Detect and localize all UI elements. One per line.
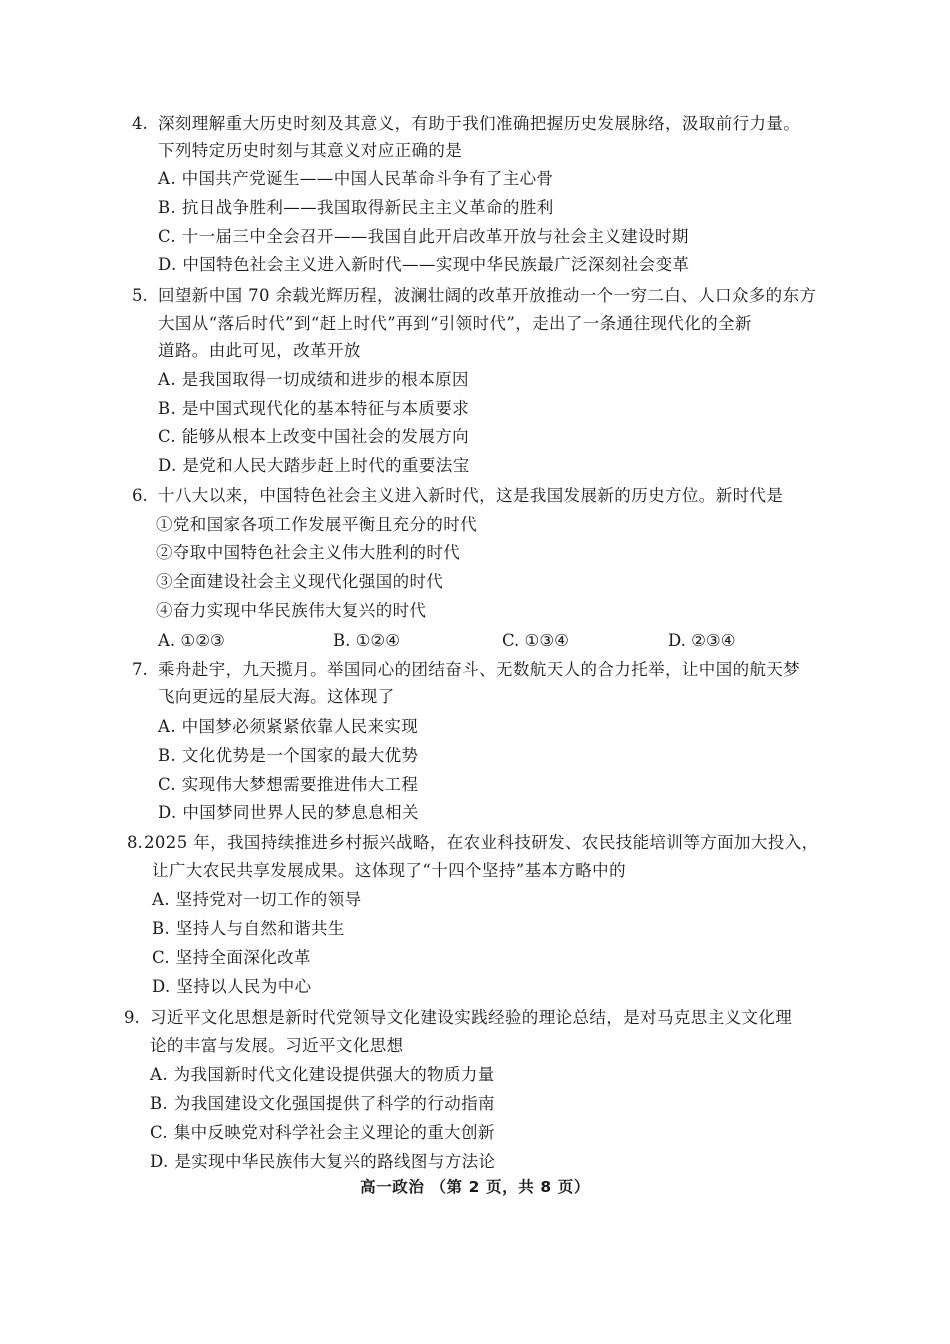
question-stem: 回望新中国 70 余载光辉历程，波澜壮阔的改革开放推动一个一穷二白、人口众多的东方 bbox=[158, 286, 817, 305]
option-d: D. 是党和人民大踏步赶上时代的重要法宝 bbox=[158, 456, 470, 475]
question-stem: 论的丰富与发展。习近平文化思想 bbox=[150, 1036, 404, 1055]
question-stem: 习近平文化思想是新时代党领导文化建设实践经验的理论总结，是对马克思主义文化理 bbox=[150, 1008, 793, 1027]
option-a: A. ①②③ bbox=[158, 631, 225, 650]
option-c: C. 实现伟大梦想需要推进伟大工程 bbox=[158, 775, 419, 794]
question-stem: 飞向更远的星辰大海。这体现了 bbox=[158, 687, 395, 706]
question-stem: 2025 年，我国持续推进乡村振兴战略，在农业科技研发、农民技能培训等方面加大投入， bbox=[144, 833, 819, 852]
option-d: D. 坚持以人民为中心 bbox=[152, 977, 312, 996]
option-c: C. 十一届三中全会召开——我国自此开启改革开放与社会主义建设时期 bbox=[158, 227, 689, 246]
page-footer: 高一政治 （第 2 页，共 8 页） bbox=[360, 1178, 590, 1196]
question-stem: 道路。由此可见，改革开放 bbox=[158, 341, 361, 360]
question-number: 9. bbox=[124, 1008, 140, 1027]
question-number: 4. bbox=[132, 114, 148, 133]
option-a: A. 为我国新时代文化建设提供强大的物质力量 bbox=[150, 1065, 495, 1084]
option-d: D. 中国梦同世界人民的梦息息相关 bbox=[158, 803, 419, 822]
question-stem: 乘舟赴宇，九天揽月。举国同心的团结奋斗、无数航天人的合力托举，让中国的航天梦 bbox=[158, 660, 801, 679]
question-stem: 大国从“落后时代”到“赶上时代”再到“引领时代”，走出了一条通往现代化的全新 bbox=[158, 314, 752, 333]
statement-1: ①党和国家各项工作发展平衡且充分的时代 bbox=[156, 515, 478, 534]
option-c: C. 能够从根本上改变中国社会的发展方向 bbox=[158, 427, 470, 446]
question-stem: 十八大以来，中国特色社会主义进入新时代，这是我国发展新的历史方位。新时代是 bbox=[158, 486, 784, 505]
option-b: B. 抗日战争胜利——我国取得新民主主义革命的胜利 bbox=[158, 198, 554, 217]
statement-3: ③全面建设社会主义现代化强国的时代 bbox=[156, 572, 444, 591]
question-number: 5. bbox=[132, 286, 148, 305]
option-a: A. 中国共产党诞生——中国人民革命斗争有了主心骨 bbox=[158, 169, 554, 188]
option-d: D. ②③④ bbox=[668, 631, 736, 650]
option-c: C. 坚持全面深化改革 bbox=[152, 948, 311, 967]
option-d: D. 中国特色社会主义进入新时代——实现中华民族最广泛深刻社会变革 bbox=[158, 255, 690, 274]
question-stem: 深刻理解重大历史时刻及其意义，有助于我们准确把握历史发展脉络，汲取前行力量。 bbox=[158, 114, 801, 133]
question-number: 8. bbox=[127, 833, 143, 852]
option-d: D. 是实现中华民族伟大复兴的路线图与方法论 bbox=[150, 1152, 496, 1171]
option-b: B. 是中国式现代化的基本特征与本质要求 bbox=[158, 399, 470, 418]
question-stem: 让广大农民共享发展成果。这体现了“十四个坚持”基本方略中的 bbox=[152, 861, 626, 880]
option-a: A. 中国梦必须紧紧依靠人民来实现 bbox=[158, 717, 419, 736]
option-a: A. 是我国取得一切成绩和进步的根本原因 bbox=[158, 370, 469, 389]
option-b: B. 文化优势是一个国家的最大优势 bbox=[158, 746, 419, 765]
option-c: C. 集中反映党对科学社会主义理论的重大创新 bbox=[150, 1123, 495, 1142]
question-number: 6. bbox=[132, 486, 148, 505]
option-b: B. 为我国建设文化强国提供了科学的行动指南 bbox=[150, 1094, 495, 1113]
option-b: B. ①②④ bbox=[333, 631, 400, 650]
option-c: C. ①③④ bbox=[502, 631, 569, 650]
statement-2: ②夺取中国特色社会主义伟大胜利的时代 bbox=[156, 543, 461, 562]
question-number: 7. bbox=[132, 660, 148, 679]
statement-4: ④奋力实现中华民族伟大复兴的时代 bbox=[156, 601, 427, 620]
option-b: B. 坚持人与自然和谐共生 bbox=[152, 919, 345, 938]
option-a: A. 坚持党对一切工作的领导 bbox=[152, 890, 362, 909]
question-stem: 下列特定历史时刻与其意义对应正确的是 bbox=[158, 141, 463, 160]
